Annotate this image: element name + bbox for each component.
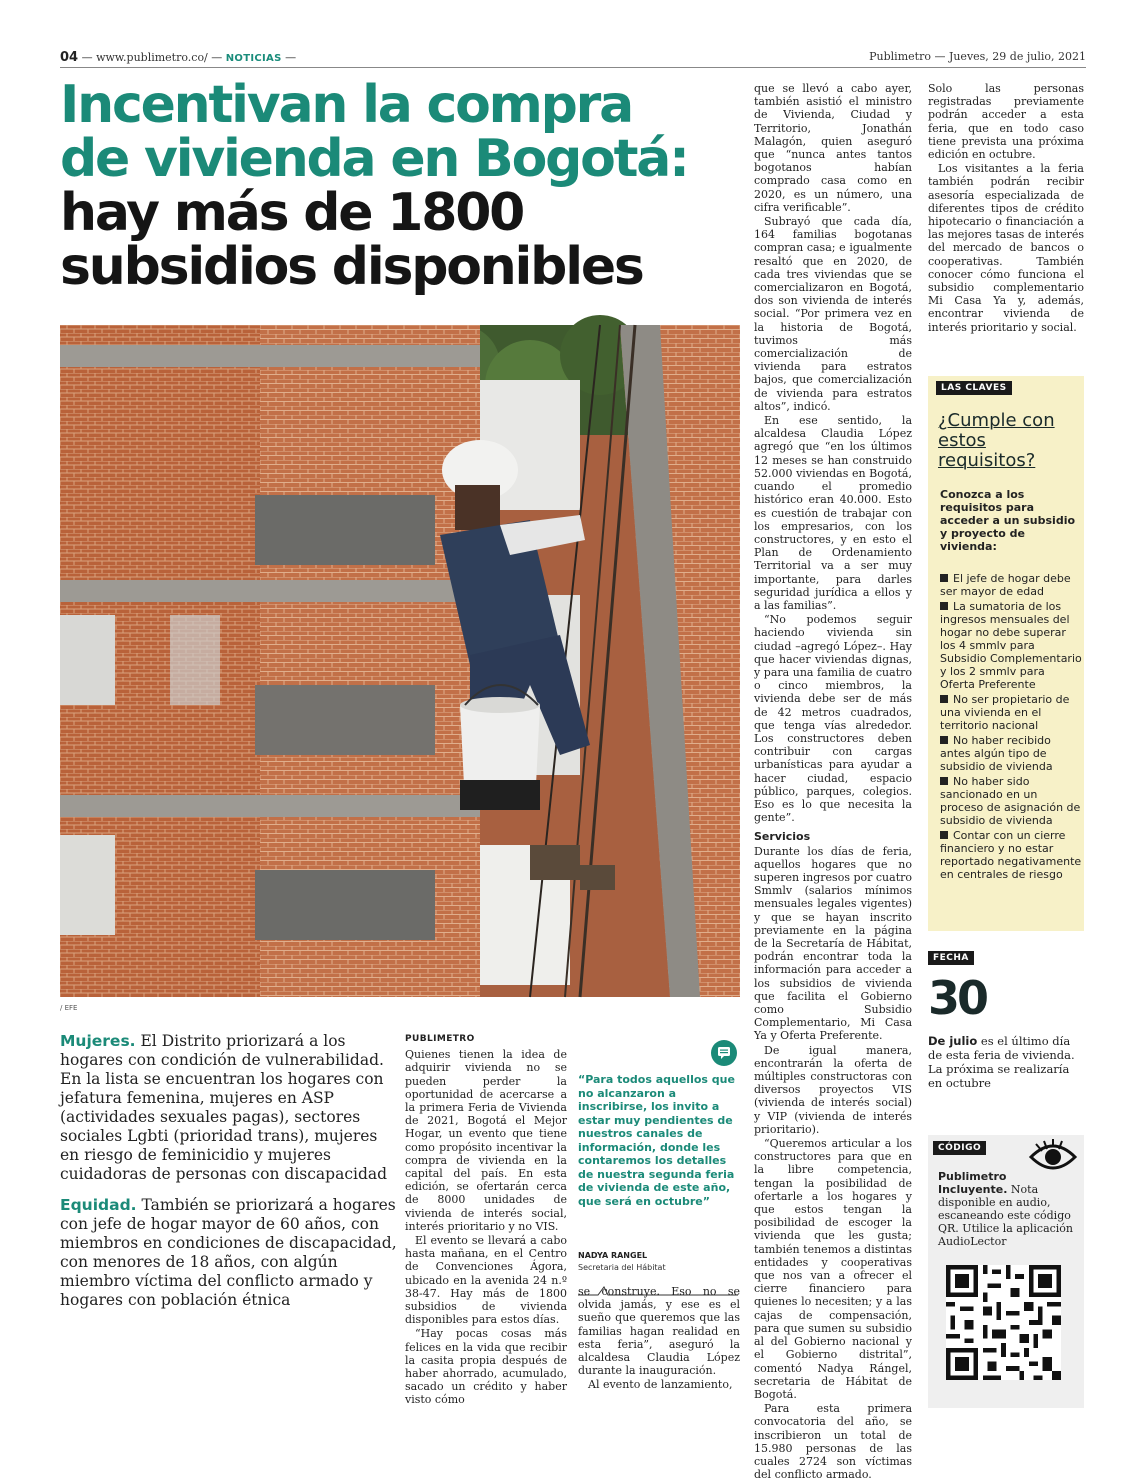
headline-line-1: Incentivan la compra xyxy=(60,75,632,135)
page-header xyxy=(60,48,1086,66)
date-text-bold: De julio xyxy=(928,1034,978,1048)
bullet-square-icon xyxy=(940,695,948,703)
date-box xyxy=(928,945,1084,1090)
col3-paragraph-5: Durante los días de feria, aquellos hogares que no superen ingresos por cuatro Smmlv (salarios mínimos mensuales legales vigentes) y que se hayan inscrito previamente en la página de la Secretaría de Hábitat, podrán encontrar toda la información para acceder a los subsidios de vivienda que facilita el Gobierno como Subsidio Complementario, Mi Casa Ya y Oferta Preferente. xyxy=(754,844,912,1043)
subheading-services: Servicios xyxy=(754,830,811,844)
lead-text-women: El Distrito priorizará a los hogares con condición de vulnerabilidad. En la lista se encuentran los hogares con jefatura femenina, mujeres en ASP (actividades sexuales pagas), sectores sociales Lgbti (prioridad trans), mujeres en riesgo de feminicidio y mujeres cuidadoras de personas con discapacidad xyxy=(60,1032,388,1183)
bullet-square-icon xyxy=(940,574,948,582)
list-item: No ser propietario de una vivienda en el territorio nacional xyxy=(940,693,1070,732)
list-item: La sumatoria de los ingresos mensuales del hogar no debe superar los 4 smmlv para Subsidio Complementario y los 2 smmlv para Oferta Preferente xyxy=(940,600,1082,691)
header-date: Publimetro — Jueves, 29 de julio, 2021 xyxy=(869,50,1086,63)
col1-paragraph-1: Quienes tienen la idea de adquirir vivienda no se pueden perder la oportunidad de acercarse a la primera Feria de Vivienda de 2021, Bogotá el Mejor Hogar, un evento que tiene como propósito incentivar la compra de vivienda en la capital del país. En esta edición, se ofertarán cerca de 8000 unidades de vivienda de interés social, interés prioritario y no VIS. xyxy=(405,1048,567,1233)
col2-paragraph-2: Al evento de lanzamiento, xyxy=(588,1378,733,1392)
article-column-1 xyxy=(405,1033,567,1408)
requirements-intro: Conozca a los requisitos para acceder a un subsidio y proyecto de vivienda: xyxy=(940,488,1076,553)
qr-text-bold: Publimetro Incluyente. xyxy=(938,1170,1008,1196)
site-url: — www.publimetro.co/ — xyxy=(81,51,223,64)
page-number: 04 xyxy=(60,50,79,65)
list-item: El jefe de hogar debe ser mayor de edad xyxy=(940,572,1071,598)
bullet-square-icon xyxy=(940,736,948,744)
headline xyxy=(60,75,740,297)
bullet-square-icon xyxy=(940,602,948,610)
col3-paragraph-1: que se llevó a cabo ayer, también asistió el ministro de Vivienda, Ciudad y Territorio, Jonathán Malagón, quien aseguró que “nunca antes tantos bogotanos habían comprado casa como en 2020, es un número, una cifra verificable”. xyxy=(754,82,912,214)
col4-paragraph-1: Solo las personas registradas previamente podrán acceder a esta feria, que en todo caso tiene prevista una próxima edición en octubre. xyxy=(928,82,1084,162)
photo-credit: / EFE xyxy=(60,1004,78,1012)
section-label: NOTICIAS xyxy=(225,53,282,64)
date-tag: FECHA xyxy=(928,951,974,965)
main-photo xyxy=(60,325,740,997)
col2-paragraph-1: se construye. Eso no se olvida jamás, y ese es el sueño que queremos que las familias hagan realidad en esta feria”, aseguró la alcaldesa Claudia López durante la inauguración. xyxy=(578,1285,740,1378)
article-column-4 xyxy=(928,82,1084,335)
quote-author: NADYA RANGEL xyxy=(578,1251,648,1260)
bullet-square-icon xyxy=(940,777,948,785)
col1-paragraph-3: “Hay pocas cosas más felices en la vida que recibir la casita propia después de haber ahorrado, acumulado, sacado un crédito y haber visto cómo xyxy=(405,1327,567,1407)
col1-paragraph-2: El evento se llevará a cabo hasta mañana, en el Centro de Convenciones Ágora, ubicado en la avenida 24 n.º 38-47. Hay más de 1800 subsidios de vivienda disponibles para estos días. xyxy=(405,1234,567,1327)
requirements-list xyxy=(940,572,1082,883)
lead-keyword-women: Mujeres. xyxy=(60,1032,136,1050)
headline-line-2: de vivienda en Bogotá: xyxy=(60,129,688,189)
qr-code-box xyxy=(928,1135,1084,1408)
list-item: No haber recibido antes algún tipo de subsidio de vivienda xyxy=(940,734,1053,773)
headline-line-3: hay más de 1800 xyxy=(60,183,524,243)
col3-paragraph-4: “No podemos seguir haciendo vivienda sin ciudad –agregó López–. Hay que hacer viviendas dignas, y para una familia de cuatro o cinco miembros, la vivienda debe ser de más de 42 metros cuadrados, que tenga vías alrededor. Los constructores deben contribuir con cargas urbanísticas para ayudar a hacer ciudad, espacio público, parques, colegios. Eso es lo que necesita la gente”. xyxy=(754,613,912,825)
lead-paragraph-women xyxy=(60,1032,398,1184)
lead-keyword-equity: Equidad. xyxy=(60,1196,137,1214)
lead-paragraph-equity xyxy=(60,1196,398,1310)
worker-on-building-illustration xyxy=(60,325,740,997)
col3-paragraph-3: En ese sentido, la alcaldesa Claudia López agregó que “en los últimos 12 meses se han construido 52.000 viviendas en Bogotá, cuando el promedio histórico eran 40.000. Esto es cuestión de trabajar con los empresarios, con los constructores, y en esto el Plan de Ordenamiento Territorial va a ser muy importante, para darles seguridad jurídica a ellos y a las familias”. xyxy=(754,414,912,612)
header-left xyxy=(60,50,296,65)
date-day: 30 xyxy=(928,971,987,1025)
quote-role: Secretaria del Hábitat xyxy=(578,1263,666,1272)
qr-tag: CÓDIGO xyxy=(933,1141,986,1155)
article-column-2 xyxy=(578,1285,740,1393)
col3-paragraph-7: “Queremos articular a los constructores para que en la libre competencia, tengan la posibilidad de ofertarle a los hogares y que estos tengan la posibilidad de escoger la vivienda que les gusta; también tenemos a distintas entidades y cooperativas que nos van a ofrecer el cierre financiero para quienes lo necesiten; y a las cajas de compensación, para que sumen su subsidio al del Gobierno nacional y el Gobierno distrital”, comentó Nadya Rángel, secretaria de Hábitat de Bogotá. xyxy=(754,1137,912,1401)
header-dash: — xyxy=(281,51,297,64)
header-rule xyxy=(60,67,1086,68)
quote-text: “Para todos aquellos que no alcanzaron a inscribirse, los invito a estar muy pendientes de nuestros canales de información, donde les contaremos los detalles de nuestra segunda feria de vivienda de este año, que será en octubre” xyxy=(578,1073,735,1208)
requirements-box xyxy=(928,376,1084,931)
col3-paragraph-2: Subrayó que cada día, 164 familias bogotanas compran casa; e igualmente resaltó que en 2020, de cada tres viviendas que se comercializaron en Bogotá, dos son vivienda de interés social. “Por primera vez en la historia de Bogotá, tuvimos más comercialización de vivienda para estratos bajos, que comercialización de vivienda para estratos altos”, indicó. xyxy=(754,215,912,413)
col3-paragraph-6: De igual manera, encontrarán la oferta de múltiples constructoras con diversos proyectos VIS (vivienda de interés social) y VIP (vivienda de interés prioritario). xyxy=(754,1043,912,1136)
headline-line-4: subsidios disponibles xyxy=(60,237,643,297)
requirements-tag: LAS CLAVES xyxy=(936,381,1012,395)
date-text: De julio es el último día de esta feria de vivienda. La próxima se realizaría en octubre xyxy=(928,1034,1075,1090)
bullet-square-icon xyxy=(940,831,948,839)
byline: PUBLIMETRO xyxy=(405,1034,475,1044)
requirements-title: ¿Cumple con estos requisitos? xyxy=(938,410,1055,471)
chat-bubble-icon xyxy=(711,1040,737,1066)
list-item: Contar con un cierre financiero y no estar reportado negativamente en centrales de riesgo xyxy=(940,829,1082,881)
lead-text-equity: También se priorizará a hogares con jefe de hogar mayor de 60 años, con miembros en condiciones de discapacidad, con menores de 18 años, con algún miembro víctima del conflicto armado y hogares con población étnica xyxy=(60,1196,397,1309)
list-item: No haber sido sancionado en un proceso de asignación de subsidio de vivienda xyxy=(940,775,1081,827)
article-column-3 xyxy=(754,82,912,1482)
qr-code[interactable] xyxy=(946,1265,1061,1380)
col4-paragraph-2: Los visitantes a la feria también podrán recibir asesoría especializada de diferentes tipos de crédito hipotecario o financiación a las mejores tasas de interés del mercado de bancos o cooperativas. También conocer cómo funciona el subsidio complementario Mi Casa Ya y, además, encontrar vivienda de interés prioritario y social. xyxy=(928,162,1084,334)
col3-paragraph-8: Para esta primera convocatoria del año, se inscribieron un total de 15.980 personas de las cuales 2724 son víctimas del conflicto armado. xyxy=(754,1402,912,1482)
qr-text: Publimetro Incluyente. Nota disponible en audio, escaneando este código QR. Utilice la aplicación AudioLector xyxy=(938,1170,1074,1248)
lead-text xyxy=(60,1032,398,1322)
